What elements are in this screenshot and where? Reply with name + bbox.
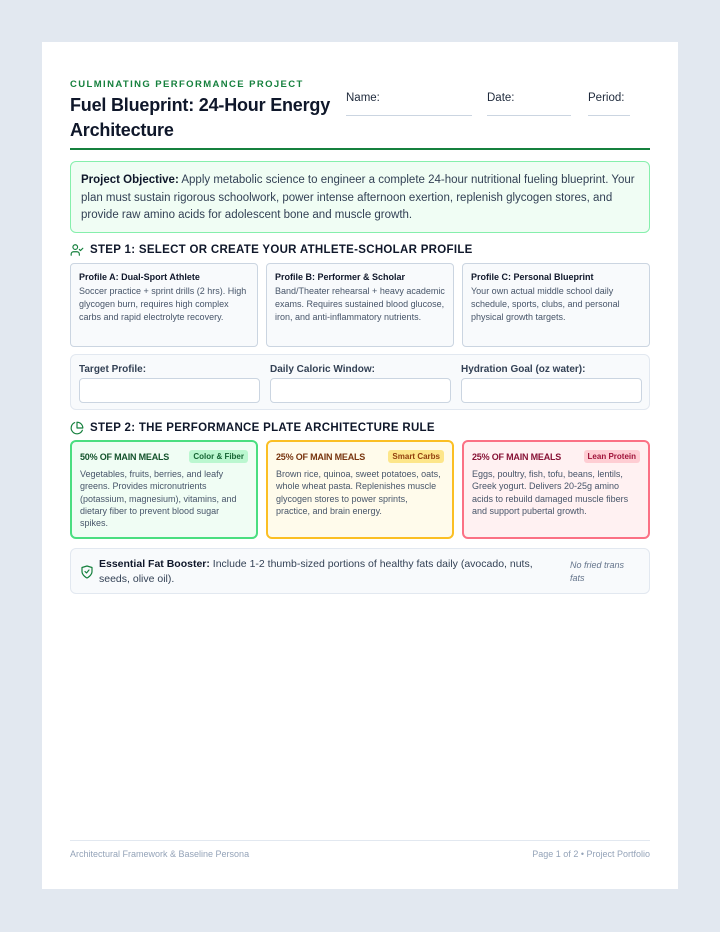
page-title: Fuel Blueprint: 24-Hour Energy Architecture <box>70 95 331 140</box>
plate-body: Eggs, poultry, fish, tofu, beans, lentils, Greek yogurt. Delivers 20-25g amino acids to rebuild damaged muscle fibers and support pubertal growth. <box>472 469 629 516</box>
objective-text: Apply metabolic science to engineer a complete 24-hour nutritional fueling blueprint. Your plan must sustain rigorous schoolwork, power intense afternoon exertion, replenish glycogen stores, and provide raw amino acids for adolescent bone and muscle growth. <box>81 174 635 221</box>
caloric-window-input[interactable] <box>270 378 451 403</box>
plate-card-vegetables <box>70 440 258 539</box>
step1-heading <box>70 243 473 257</box>
plate-title: 25% OF MAIN MEALS <box>276 451 366 462</box>
profile-body: Soccer practice + sprint drills (2 hrs). High glycogen burn, requires high complex carbs and rapid electrolyte recovery. <box>79 286 247 323</box>
worksheet-page <box>42 42 678 889</box>
fat-booster-text-wrap <box>99 557 559 586</box>
objective-box <box>70 161 650 233</box>
profile-inputs-panel <box>70 354 650 410</box>
user-check-icon <box>70 243 84 257</box>
hydration-goal-label: Hydration Goal (oz water): <box>461 364 586 375</box>
shield-check-icon <box>81 565 93 579</box>
profile-card-a[interactable] <box>70 263 258 347</box>
caloric-window-label: Daily Caloric Window: <box>270 364 375 375</box>
hydration-goal-input[interactable] <box>461 378 642 403</box>
plate-title: 25% OF MAIN MEALS <box>472 451 562 462</box>
profile-title: Profile C: Personal Blueprint <box>471 272 594 282</box>
name-field[interactable] <box>346 92 380 104</box>
profile-title: Profile B: Performer & Scholar <box>275 272 406 282</box>
name-line <box>346 115 472 116</box>
objective-label: Project Objective: <box>81 174 179 186</box>
fat-booster-note: No fried trans fats <box>570 560 625 583</box>
page-header <box>70 42 650 150</box>
target-profile-input[interactable] <box>79 378 260 403</box>
plate-card-protein <box>462 440 650 539</box>
profile-body: Band/Theater rehearsal + heavy academic exams. Requires sustained blood glucose, iron, and anti-inflammatory nutrients. <box>275 286 445 323</box>
profile-card-c[interactable] <box>462 263 650 347</box>
period-label: Period: <box>588 92 625 104</box>
plate-tag: Lean Protein <box>584 450 640 463</box>
plate-body: Vegetables, fruits, berries, and leafy greens. Provides micronutrients (potassium, magnesium), vitamins, and dietary fiber to prevent blood sugar spikes. <box>80 469 237 529</box>
pie-chart-icon <box>70 421 84 435</box>
date-label: Date: <box>487 92 515 104</box>
plate-tag: Smart Carbs <box>388 450 444 463</box>
plate-tag: Color & Fiber <box>189 450 248 463</box>
period-field[interactable] <box>588 92 624 104</box>
eyebrow-label: CULMINATING PERFORMANCE PROJECT <box>70 79 304 90</box>
period-line <box>588 115 630 116</box>
date-field[interactable] <box>487 92 515 104</box>
step2-heading <box>70 421 435 435</box>
date-line <box>487 115 571 116</box>
plate-title: 50% OF MAIN MEALS <box>80 451 170 462</box>
profile-body: Your own actual middle school daily schedule, sports, clubs, and personal physical growth targets. <box>471 286 620 323</box>
footer-right: Page 1 of 2 • Project Portfolio <box>532 849 650 859</box>
step1-title: STEP 1: SELECT OR CREATE YOUR ATHLETE-SCHOLAR PROFILE <box>90 244 473 256</box>
fat-booster-label: Essential Fat Booster: <box>99 558 210 570</box>
page-footer <box>70 840 650 859</box>
profile-title: Profile A: Dual-Sport Athlete <box>79 272 200 282</box>
profile-card-b[interactable] <box>266 263 454 347</box>
fat-booster-box <box>70 548 650 594</box>
name-label: Name: <box>346 92 380 104</box>
plate-card-carbs <box>266 440 454 539</box>
step2-title: STEP 2: THE PERFORMANCE PLATE ARCHITECTURE RULE <box>90 422 435 434</box>
target-profile-label: Target Profile: <box>79 364 147 375</box>
plate-body: Brown rice, quinoa, sweet potatoes, oats, whole wheat pasta. Replenishes muscle glycogen stores to power sprints, practice, and brain energy. <box>276 469 441 516</box>
footer-left: Architectural Framework & Baseline Persona <box>70 849 250 859</box>
fat-booster-text: Include 1-2 thumb-sized portions of healthy fats daily (avocado, nuts, seeds, olive oil). <box>99 558 533 585</box>
